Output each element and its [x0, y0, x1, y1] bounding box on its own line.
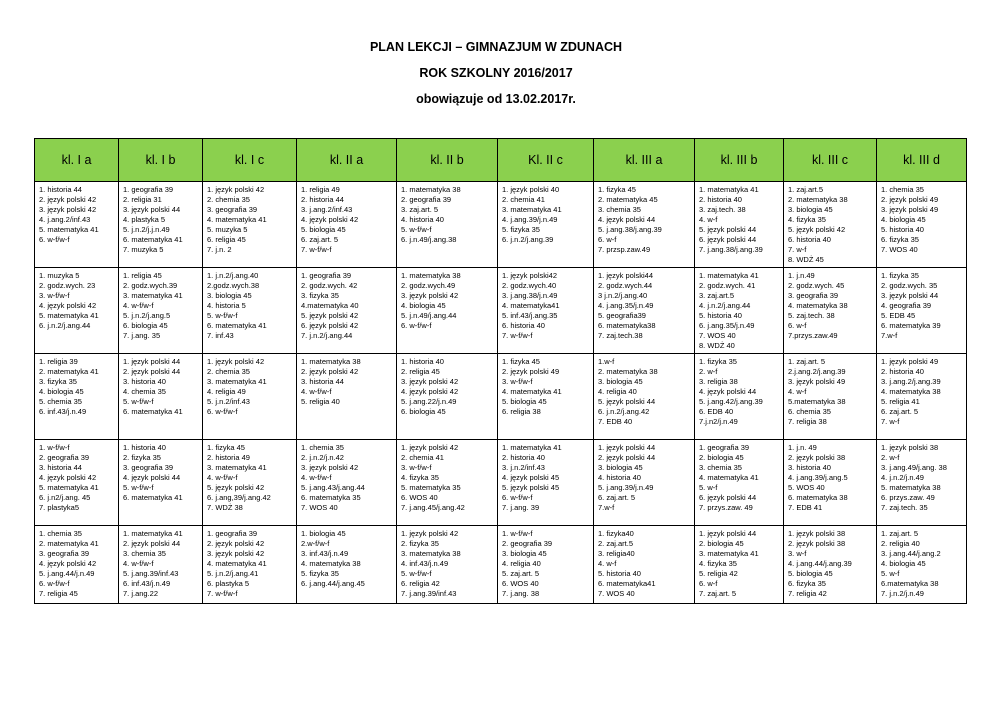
lesson-cell: 1. matematyka 38 2. godz.wych.49 3. język polski 42 4. biologia 45 5. j.n.49/j.ang.44 6. w-f/w-f	[397, 268, 498, 354]
lesson-cell: 1. matematyka 41 2. godz.wych. 41 3. zaj.art.5 4. j.n.2/j.ang.44 5. historia 40 6. j.ang.35/j.n.49 7. WOS 40 8. WDŻ 40	[695, 268, 784, 354]
class-header: kl. III d	[877, 139, 967, 182]
class-header: kl. I c	[203, 139, 297, 182]
day-row	[35, 526, 967, 604]
lesson-cell: 1. fizyka 35 2. w-f 3. religia 38 4. język polski 44 5. j.ang.42/j.ang.39 6. EDB 40 7.j.n2/j.n.49	[695, 354, 784, 440]
lesson-cell: 1. geografia 39 2. religia 31 3. język polski 44 4. plastyka 5 5. j.n.2/j.j.n.49 6. matematyka 41 7. muzyka 5	[119, 182, 203, 268]
lesson-cell: 1. fizyka 45 2. język polski 49 3. w-f/w-f 4. matematyka 41 5. biologia 45 6. religia 38	[498, 354, 594, 440]
class-header: kl. I a	[35, 139, 119, 182]
lesson-cell: 1. matematyka 38 2. język polski 42 3. historia 44 4. w-f/w-f 5. religia 40	[297, 354, 397, 440]
lesson-cell: 1. geografia 39 2. język polski 42 3. język polski 42 4. matematyka 41 5. j.n.2/j.ang.41 6. plastyka 5 7. w-f/w-f	[203, 526, 297, 604]
lesson-cell: 1. geografia 39 2. godz.wych. 42 3. fizyka 35 4.matematyka 40 5. język polski 42 6. język polski 42 7. j.n.2/j.ang.44	[297, 268, 397, 354]
lesson-cell: 1. fizyka 45 2. matematyka 45 3. chemia 35 4. język polski 44 5. j.ang.38/j.ang.39 6. w-f 7. przsp.zaw.49	[594, 182, 695, 268]
lesson-cell: 1. chemia 35 2. matematyka 41 3. geografia 39 4. język polski 42 5. j.ang.44/j.n.49 6. w-f/w-f 7. religia 45	[35, 526, 119, 604]
day-row	[35, 182, 967, 268]
valid-from-date: obowiązuje od 13.02.2017r.	[416, 92, 576, 106]
lesson-cell: 1. język polski42 2. godz.wych.40 3. j.ang.38/j.n.49 4. matematyka41 5. inf.43/j.ang.35 6. historia 40 7. w-f/w-f	[498, 268, 594, 354]
lesson-cell: 1. język polski 42 2. fizyka 35 3. matematyka 38 4. inf.43/j.n.49 5. w-f/w-f 6. religia 42 7. j.ang.39/inf.43	[397, 526, 498, 604]
day-row	[35, 440, 967, 526]
day-row	[35, 268, 967, 354]
lesson-cell: 1. język polski 38 2. język polski 38 3. w-f 4. j.ang.44/j.ang.39 5. biologia 45 6. fizyka 35 7. religia 42	[784, 526, 877, 604]
class-header: kl. III b	[695, 139, 784, 182]
lesson-cell: 1. historia 40 2. fizyka 35 3. geografia 39 4. język polski 44 5. w-f/w-f 6. matematyka 41	[119, 440, 203, 526]
timetable	[34, 138, 967, 604]
class-header-row	[35, 139, 967, 182]
class-header: kl. II b	[397, 139, 498, 182]
lesson-cell: 1. matematyka 41 2. historia 40 3. j.n.2/inf.43 4. język polski 45 5. język polski 45 6. w-f/w-f 7. j.ang. 39	[498, 440, 594, 526]
lesson-cell: 1. fizyka 45 2. historia 49 3. matematyka 41 4. w-f/w-f 5. język polski 42 6. j.ang,39/j.ang.42 7. WDŻ 38	[203, 440, 297, 526]
lesson-cell: 1. język polski 42 2. chemia 35 3. matematyka 41 4. religia 49 5. j.n.2/inf.43 6. w-f/w-f	[203, 354, 297, 440]
lesson-cell: 1. język polski 44 2. biologia 45 3. matematyka 41 4. fizyka 35 5. religia 42 6. w-f 7. zaj.art. 5	[695, 526, 784, 604]
lesson-cell: 1. matematyka 38 2. geografia 39 3. zaj.art. 5 4. historia 40 5. w-f/w-f 6. j.n.49/j.ang.38	[397, 182, 498, 268]
lesson-cell: 1. matematyka 41 2. język polski 44 3. chemia 35 4. w-f/w-f 5. j.ang.39/inf.43 6. inf.43/j.n.49 7. j.ang.22	[119, 526, 203, 604]
document-title: PLAN LEKCJI – GIMNAZJUM W ZDUNACH	[369, 40, 623, 54]
class-header: kl. I b	[119, 139, 203, 182]
lesson-cell: 1. j.n.2/j.ang.40 2.godz.wych.38 3. biologia 45 4. historia 5 5. w-f/w-f 6. matematyka 41 7. inf.43	[203, 268, 297, 354]
lesson-cell: 1. w-f/w-f 2. geografia 39 3. historia 44 4. język polski 42 5. matematyka 41 6. j.n2/j.ang. 45 7. plastyka5	[35, 440, 119, 526]
lesson-cell: 1. zaj.art. 5 2.j.ang.2/j.ang.39 3. język polski 49 4. w-f 5.matematyka 38 6. chemia 35 7. religia 38	[784, 354, 877, 440]
school-year: ROK SZKOLNY 2016/2017	[419, 66, 573, 80]
lesson-cell: 1. język polski 40 2. chemia 41 3. matematyka 41 4. j.ang.39/j.n.49 5. fizyka 35 6. j.n.2/j.ang.39	[498, 182, 594, 268]
lesson-cell: 1. religia 39 2. matematyka 41 3. fizyka 35 4. biologia 45 5. chemia 35 6. inf.43/j.n.49	[35, 354, 119, 440]
lesson-cell: 1. język polski 42 2. chemia 35 3. geografia 39 4. matematyka 41 5. muzyka 5 6. religia 45 7. j.n. 2	[203, 182, 297, 268]
day-row	[35, 354, 967, 440]
lesson-cell: 1. historia 40 2. religia 45 3. język polski 42 4. język polski 42 5. j.ang.22/j.n.49 6. biologia 45	[397, 354, 498, 440]
lesson-cell: 1. język polski44 2. godz.wych.44 3 j.n.2/j.ang.40 4. j.ang.35/j.n.49 5. geografia39 6. matematyka38 7. zaj.tech.38	[594, 268, 695, 354]
lesson-cell: 1. religia 45 2. godz.wych.39 3. matematyka 41 4. w-f/w-f 5. j.n.2/j.ang.5 6. biologia 45 7. j.ang. 35	[119, 268, 203, 354]
lesson-cell: 1. fizyka40 2. zaj.art.5 3. religia40 4. w-f 5. historia 40 6. matematyka41 7. WOS 40	[594, 526, 695, 604]
lesson-cell: 1. matematyka 41 2. historia 40 3. zaj.tech. 38 4. w-f 5. język polski 44 6. język polski 44 7. j.ang.38/j.ang.39	[695, 182, 784, 268]
class-header: kl. III a	[594, 139, 695, 182]
page-header	[0, 38, 992, 116]
lesson-cell: 1. język polski 38 2. w-f 3. j.ang.49/j.ang. 38 4. j.n.2/j.n.49 5. matematyka 38 6. przys.zaw. 49 7. zaj.tech. 35	[877, 440, 967, 526]
lesson-cell: 1. chemia 35 2. język polski 49 3. język polski 49 4. biologia 45 5. historia 40 6. fizyka 35 7. WOS 40	[877, 182, 967, 268]
lesson-cell: 1. zaj.art.5 2. matematyka 38 3. biologia 45 4. fizyka 35 5. język polski 42 6. historia 40 7. w-f 8. WDŻ 45	[784, 182, 877, 268]
class-header: Kl. II c	[498, 139, 594, 182]
class-header: kl. II a	[297, 139, 397, 182]
lesson-cell: 1. religia 49 2. historia 44 3. j.ang.2/inf.43 4. język polski 42 5. biologia 45 6. zaj.art. 5 7. w-f/w-f	[297, 182, 397, 268]
class-header: kl. III c	[784, 139, 877, 182]
lesson-cell: 1. język polski 44 2. język polski 44 3. historia 40 4. chemia 35 5. w-f/w-f 6. matematyka 41	[119, 354, 203, 440]
lesson-cell: 1. j.n.49 2. godz.wych. 45 3. geografia 39 4. matematyka 38 5. zaj.tech. 38 6. w-f 7.przys.zaw.49	[784, 268, 877, 354]
lesson-cell: 1. muzyka 5 2. godz.wych. 23 3. w-f/w-f 4. język polski 42 5. matematyka 41 6. j.n.2/j.ang.44	[35, 268, 119, 354]
lesson-cell: 1. j.n. 49 2. język polski 38 3. historia 40 4. j.ang.39/j.ang.5 5. WOS 40 6. matematyka 38 7. EDB 41	[784, 440, 877, 526]
lesson-cell: 1. fizyka 35 2. godz.wych. 35 3. język polski 44 4. geografia 39 5. EDB 45 6. matematyka 39 7.w-f	[877, 268, 967, 354]
lesson-cell: 1. w-f/w-f 2. geografia 39 3. biologia 45 4. religia 40 5. zaj.art. 5 6. WOS 40 7. j.ang. 38	[498, 526, 594, 604]
lesson-cell: 1. język polski 42 2. chemia 41 3. w-f/w-f 4. fizyka 35 5. matematyka 35 6. WOS 40 7. j.ang.45/j.ang.42	[397, 440, 498, 526]
lesson-cell: 1. język polski 49 2. historia 40 3. j.ang.2/j.ang.39 4. matematyka 38 5. religia 41 6. zaj.art. 5 7. w-f	[877, 354, 967, 440]
lesson-cell: 1.w-f 2. matematyka 38 3. biologia 45 4. religia 40 5. język polski 44 6. j.n.2/j.ang.42 7. EDB 40	[594, 354, 695, 440]
lesson-cell: 1. język polski 44 2. język polski 44 3. biologia 45 4. historia 40 5. j.ang.39/j.n.49 6. zaj.art. 5 7.w-f	[594, 440, 695, 526]
lesson-cell: 1. chemia 35 2. j.n.2/j.n.42 3. język polski 42 4. w-f/w-f 5. j.ang.43/j.ang.44 6. matematyka 35 7. WOS 40	[297, 440, 397, 526]
lesson-cell: 1. historia 44 2. język polski 42 3. język polski 42 4. j.ang.2/inf.43 5. matematyka 41 6. w-f/w-f	[35, 182, 119, 268]
lesson-cell: 1. biologia 45 2.w-f/w-f 3. inf.43/j.n.49 4. matematyka 38 5. fizyka 35 6. j.ang.44/j.ang.45	[297, 526, 397, 604]
lesson-cell: 1. zaj.art. 5 2. religia 40 3. j.ang.44/j.ang.2 4. biologia 45 5. w-f 6.matematyka 38 7. j.n.2/j.n.49	[877, 526, 967, 604]
lesson-cell: 1. geografia 39 2. biologia 45 3. chemia 35 4. matematyka 41 5. w-f 6. język polski 44 7. przys.zaw. 49	[695, 440, 784, 526]
